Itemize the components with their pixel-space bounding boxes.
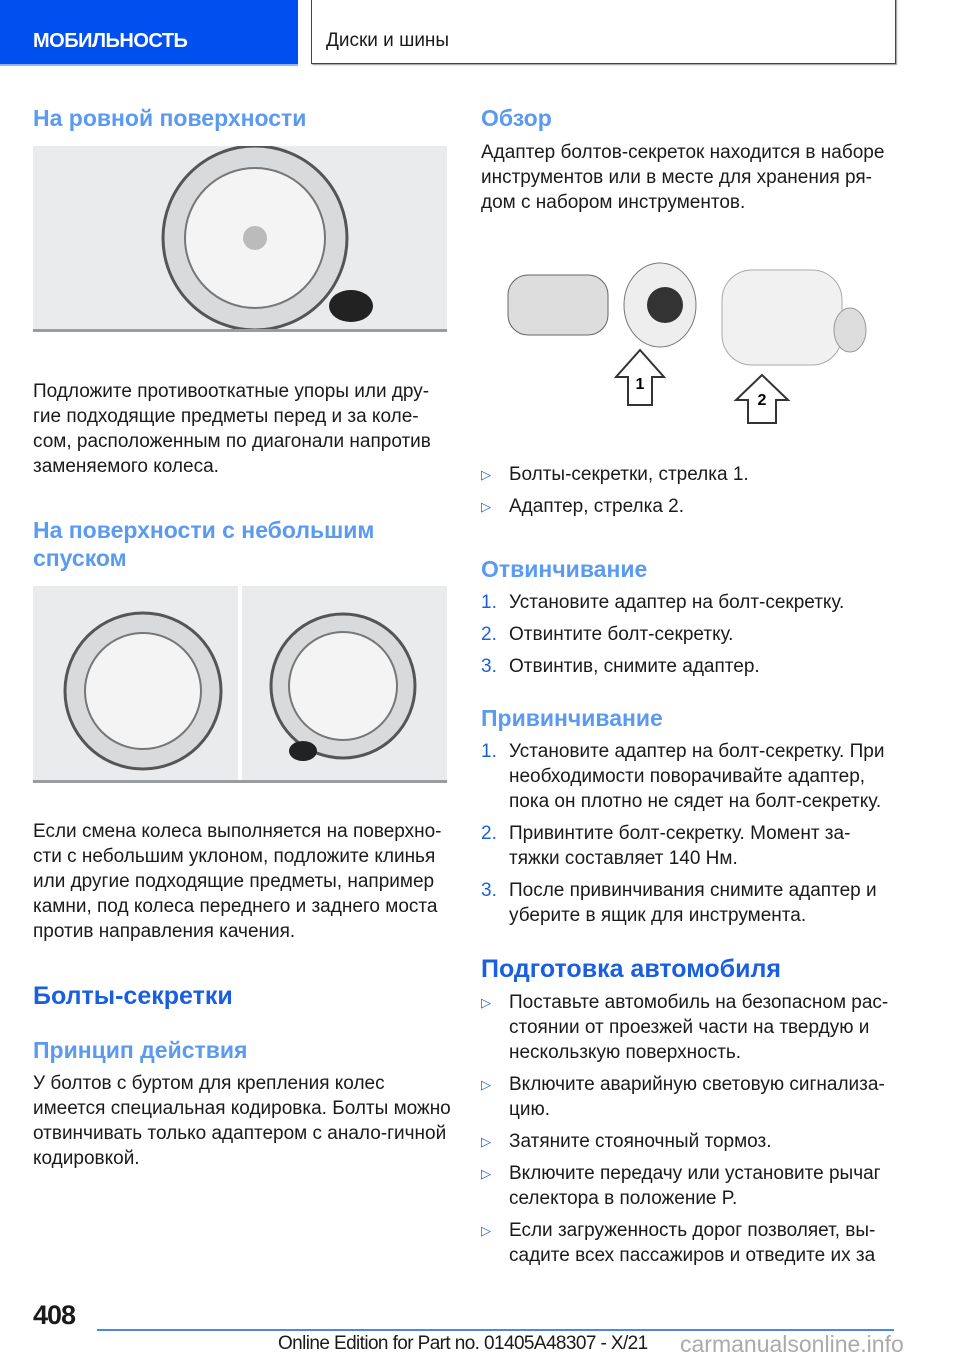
wheels-illustration (33, 586, 447, 780)
step-number: 3. (481, 656, 497, 677)
step-number: 1. (481, 592, 497, 613)
bullet-triangle-icon: ▷ (481, 467, 491, 482)
step-text: Привинтите болт-секретку. Момент за-тяжки составляет 140 Нм. (509, 823, 851, 869)
list-item (481, 1161, 901, 1211)
step-number: 3. (481, 880, 497, 901)
item-text: Адаптер, стрелка 2. (509, 496, 685, 517)
chapter-tab (311, 0, 896, 64)
bolt-adapter-illustration (500, 255, 880, 430)
item-text: Включите передачу или установите рычаг селектора в положение P. (509, 1163, 881, 1209)
step-number: 1. (481, 741, 497, 762)
item-text: Включите аварийную световую сигнализа-цию. (509, 1074, 885, 1120)
step (481, 590, 901, 615)
step-number: 2. (481, 823, 497, 844)
step-text: Установите адаптер на болт-секретку. При необходимости поворачивайте адаптер, пока он плотно не сядет на болт-секретку. (509, 741, 885, 812)
bullet-triangle-icon: ▷ (481, 1077, 491, 1092)
step (481, 622, 901, 647)
prep-list (481, 990, 901, 1275)
page-number: 408 (33, 1300, 76, 1330)
heading-overview: Обзор (481, 105, 552, 131)
bullet-triangle-icon: ▷ (481, 1134, 491, 1149)
step (481, 878, 901, 928)
overview-list (481, 462, 901, 526)
heading-vehicle-prep: Подготовка автомобиля (481, 955, 781, 983)
heading-screw: Привинчивание (481, 705, 663, 731)
list-item (481, 462, 901, 487)
bolt-adapter-figure (500, 255, 880, 430)
watermark: carmanualsonline.info (680, 1331, 904, 1357)
bullet-triangle-icon: ▷ (481, 1223, 491, 1238)
list-item (481, 1129, 901, 1154)
item-text: Затяните стояночный тормоз. (509, 1131, 772, 1152)
chapter-title: Диски и шины (326, 30, 450, 51)
wheel-chocks-slope-image (33, 586, 447, 783)
wheel-chocks-flat-image (33, 146, 447, 332)
paragraph-overview: Адаптер болтов-секреток находится в наборе инструментов или в месте для хранения ря-дом с набором инструментов. (481, 142, 885, 213)
step-number: 2. (481, 624, 497, 645)
heading-unscrew: Отвинчивание (481, 556, 648, 582)
list-item (481, 1072, 901, 1122)
bullet-triangle-icon: ▷ (481, 499, 491, 514)
heading-principle: Принцип действия (33, 1037, 248, 1063)
arrow-label-2: 2 (757, 392, 767, 409)
list-item (481, 494, 901, 519)
step (481, 739, 901, 814)
step-text: Установите адаптер на болт-секретку. (509, 592, 845, 613)
item-text: Болты-секретки, стрелка 1. (509, 464, 749, 485)
edition-text: Online Edition for Part no. 01405A48307 - X/21 (278, 1333, 648, 1354)
bullet-triangle-icon: ▷ (481, 995, 491, 1010)
section-tab (0, 0, 298, 66)
paragraph-slope: Если смена колеса выполняется на поверхно-сти с небольшим уклоном, подложите клинья или другие подходящие предметы, например камни, под колеса переднего и заднего моста против направления качения. (33, 821, 442, 942)
paragraph-flat-surface: Подложите противооткатные упоры или дру-гие подходящие предметы перед и за коле-сом, расположенным по диагонали напротив заменяемого колеса. (33, 381, 431, 477)
screw-steps (481, 739, 901, 935)
step (481, 821, 901, 871)
step-text: После привинчивания снимите адаптер и уберите в ящик для инструмента. (509, 880, 877, 926)
item-text: Поставьте автомобиль на безопасном рас-стоянии от проезжей части на твердую и нескользкую поверхность. (509, 992, 889, 1063)
arrow-label-1: 1 (635, 376, 645, 393)
list-item (481, 1218, 901, 1268)
unscrew-steps (481, 590, 901, 686)
wheel-illustration (33, 146, 447, 329)
section-title: МОБИЛЬНОСТЬ (33, 30, 188, 52)
heading-slope: На поверхности с небольшим спуском (33, 517, 375, 571)
list-item (481, 990, 901, 1065)
heading-locking-bolts: Болты-секретки (33, 982, 233, 1010)
step (481, 654, 901, 679)
heading-flat-surface: На ровной поверхности (33, 105, 307, 131)
item-text: Если загруженность дорог позволяет, вы-садите всех пассажиров и отведите их за (509, 1220, 876, 1266)
step-text: Отвинтите болт-секретку. (509, 624, 734, 645)
bullet-triangle-icon: ▷ (481, 1166, 491, 1181)
step-text: Отвинтив, снимите адаптер. (509, 656, 760, 677)
paragraph-principle: У болтов с буртом для крепления колес имеется специальная кодировка. Болты можно отвинчивать только адаптером с анало-гичной кодировкой. (33, 1073, 451, 1169)
